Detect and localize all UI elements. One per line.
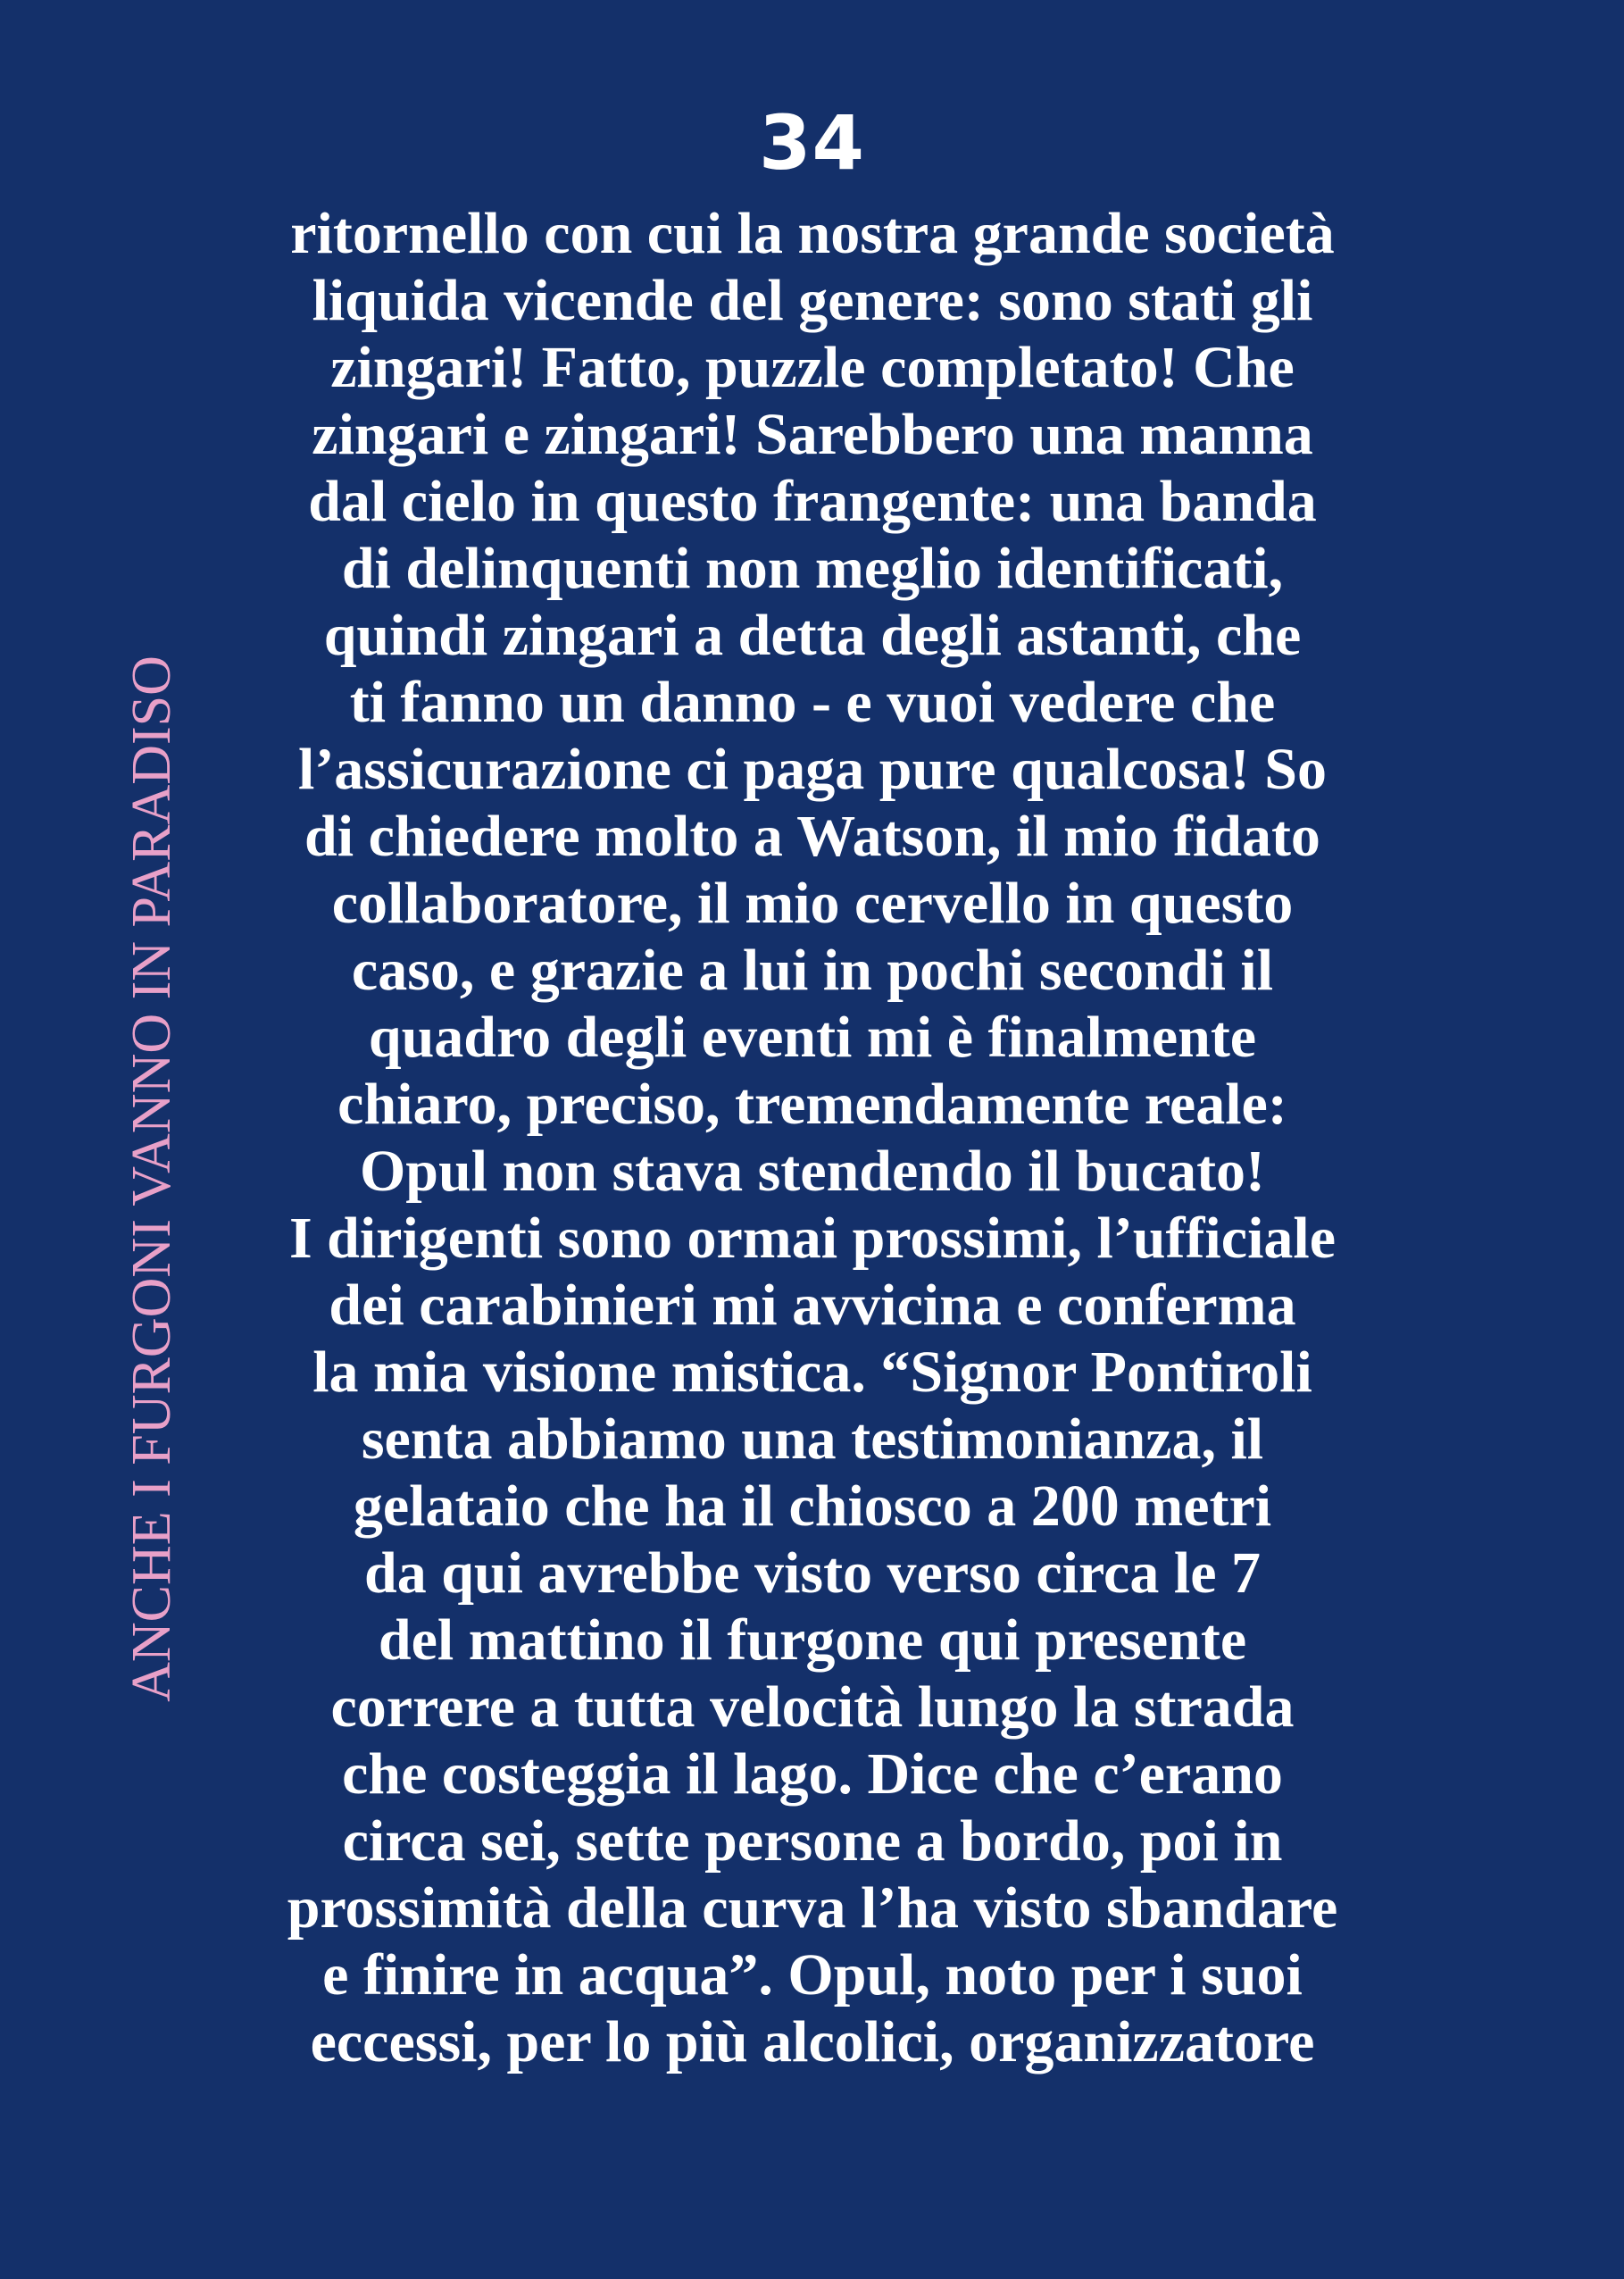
text-line: dal cielo in questo frangente: una banda bbox=[308, 469, 1317, 534]
text-line: l’assicurazione ci paga pure qualcosa! So bbox=[297, 737, 1327, 802]
text-line: chiaro, preciso, tremendamente reale: bbox=[337, 1072, 1287, 1137]
body-text bbox=[179, 200, 1446, 2075]
text-line: di delinquenti non meglio identificati, bbox=[341, 536, 1284, 601]
text-line: liquida vicende del genere: sono stati gli bbox=[312, 268, 1313, 333]
running-title: ANCHE I FURGONI VANNO IN PARADISO bbox=[121, 655, 182, 1702]
text-line: Opul non stava stendendo il bucato! bbox=[359, 1139, 1266, 1204]
text-line: I dirigenti sono ormai prossimi, l’ufficiale bbox=[288, 1206, 1337, 1271]
text-line: zingari e zingari! Sarebbero una manna bbox=[312, 402, 1313, 467]
text-line: gelataio che ha il chiosco a 200 metri bbox=[353, 1473, 1272, 1539]
text-line: zingari! Fatto, puzzle completato! Che bbox=[330, 335, 1295, 400]
text-line: ritornello con cui la nostra grande società bbox=[290, 201, 1335, 266]
text-line: caso, e grazie a lui in pochi secondi il bbox=[351, 938, 1274, 1003]
text-line: collaboratore, il mio cervello in questo bbox=[331, 871, 1294, 936]
text-line: di chiedere molto a Watson, il mio fidato bbox=[304, 804, 1320, 869]
text-line: prossimità della curva l’ha visto sbandare bbox=[287, 1875, 1338, 1941]
text-line: correre a tutta velocità lungo la strada bbox=[330, 1674, 1295, 1740]
text-line: senta abbiamo una testimonianza, il bbox=[361, 1407, 1264, 1472]
text-line: circa sei, sette persone a bordo, poi in bbox=[342, 1808, 1283, 1874]
text-line: dei carabinieri mi avvicina e conferma bbox=[329, 1273, 1296, 1338]
text-line: quindi zingari a detta degli astanti, che bbox=[323, 603, 1302, 668]
text-line: la mia visione mistica. “Signor Pontiroli bbox=[312, 1340, 1312, 1405]
text-line: da qui avrebbe visto verso circa le 7 bbox=[364, 1540, 1261, 1606]
page-number: 34 bbox=[759, 99, 865, 187]
text-line: e finire in acqua”. Opul, noto per i suoi bbox=[322, 1942, 1303, 2008]
text-line: eccessi, per lo più alcolici, organizzatore bbox=[310, 2009, 1315, 2074]
text-line: del mattino il furgone qui presente bbox=[378, 1607, 1247, 1673]
text-line: quadro degli eventi mi è finalmente bbox=[368, 1005, 1257, 1070]
text-line: che costeggia il lago. Dice che c’erano bbox=[342, 1741, 1283, 1807]
text-line: ti fanno un danno - e vuoi vedere che bbox=[349, 670, 1276, 735]
